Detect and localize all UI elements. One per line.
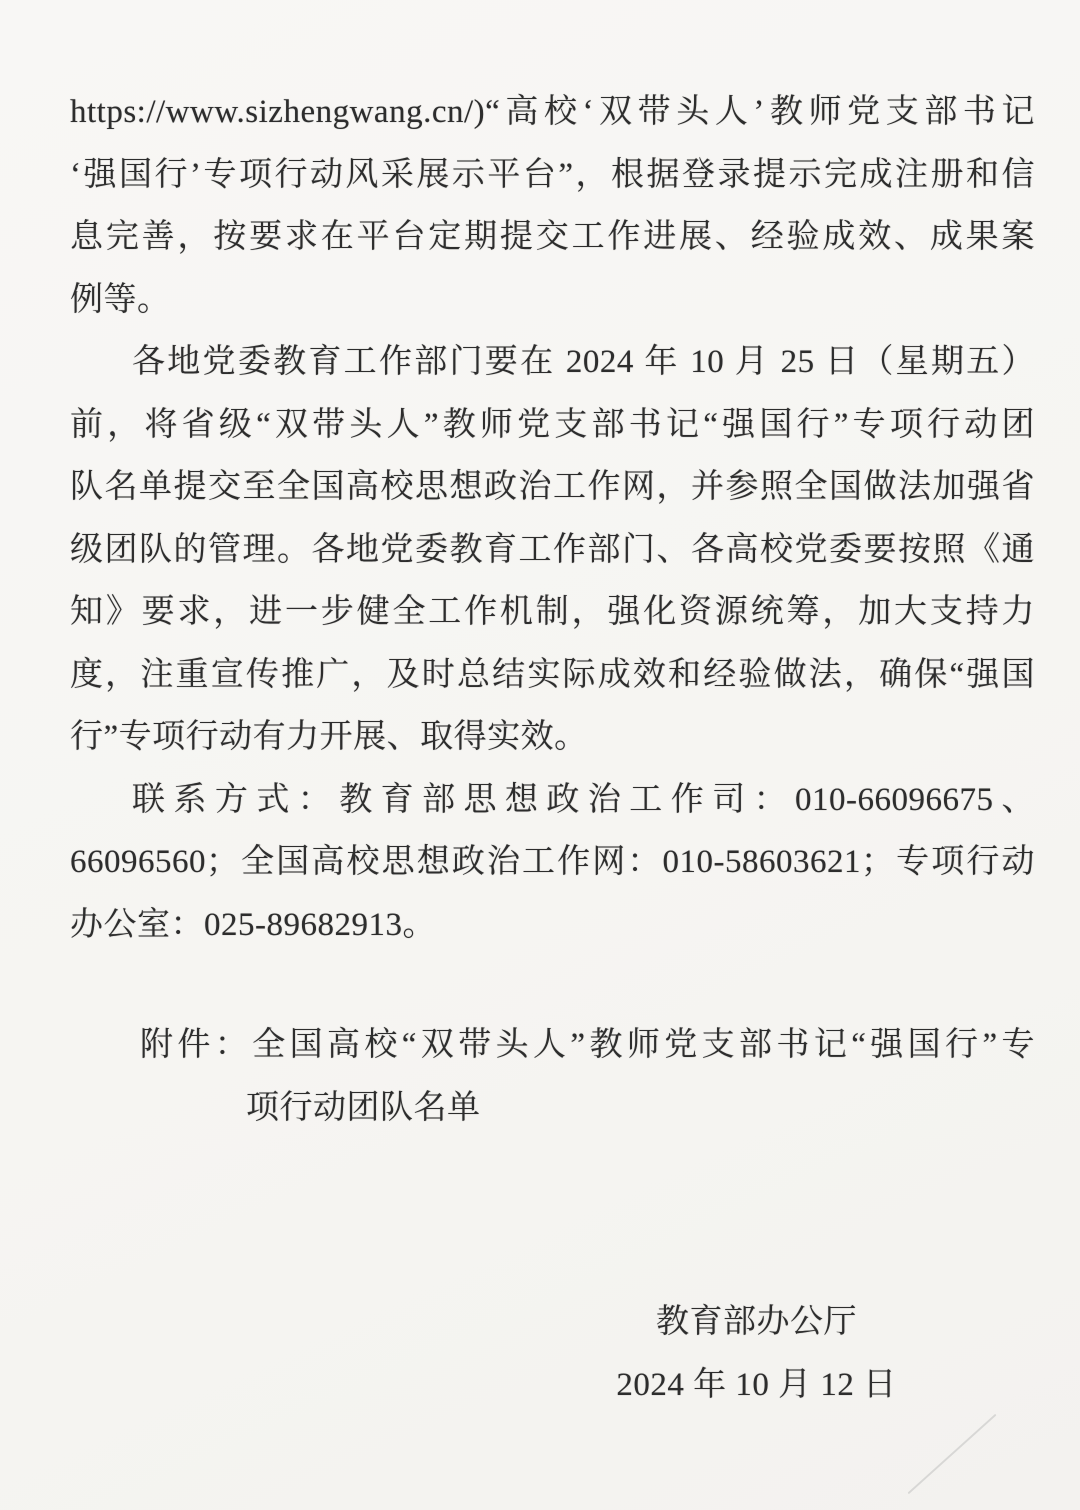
attachment-note xyxy=(70,1014,1035,1139)
body-line-contact-info: 办公室：025-89682913。 xyxy=(70,906,436,943)
body-line-contact-info: 66096560；全国高校思想政治工作网：010-58603621；专项行动 xyxy=(70,844,1035,880)
signature-block xyxy=(274,1291,1080,1416)
attachment-line: 附件：全国高校“双带头人”教师党支部书记“强国行”专 xyxy=(140,1027,1035,1063)
signature-date: 2024 年 10 月 12 日 xyxy=(616,1366,897,1403)
body-line-paragraph-start: 各地党委教育工作部门要在 2024 年 10 月 25 日（星期五） xyxy=(132,344,1035,380)
scan-scratch-artifact xyxy=(907,1414,996,1494)
signature-issuer: 教育部办公厅 xyxy=(656,1304,857,1340)
body-line: 知》要求，进一步健全工作机制，强化资源统筹，加大支持力 xyxy=(70,594,1035,630)
body-line: 行”专项行动有力开展、取得实效。 xyxy=(70,719,588,755)
body-line: https://www.sizhengwang.cn/)“高校‘双带头人’教师党支部书记 xyxy=(70,94,1035,130)
body-line: 前，将省级“双带头人”教师党支部书记“强国行”专项行动团 xyxy=(70,406,1035,443)
body-line: 度，注重宣传推广，及时总结实际成效和经验做法，确保“强国 xyxy=(70,656,1035,693)
body-line: 队名单提交至全国高校思想政治工作网，并参照全国做法加强省 xyxy=(70,469,1035,505)
document-body xyxy=(70,81,1035,956)
body-line: ‘强国行’专项行动风采展示平台”，根据登录提示完成注册和信 xyxy=(70,156,1035,193)
body-line: 息完善，按要求在平台定期提交工作进展、经验成效、成果案 xyxy=(70,219,1035,255)
attachment-line: 项行动团队名单 xyxy=(246,1089,481,1126)
body-line: 例等。 xyxy=(70,281,171,318)
body-line-contact-info: 联系方式：教育部思想政治工作司：010-66096675、 xyxy=(132,781,1035,818)
body-line: 级团队的管理。各地党委教育工作部门、各高校党委要按照《通 xyxy=(70,531,1035,568)
